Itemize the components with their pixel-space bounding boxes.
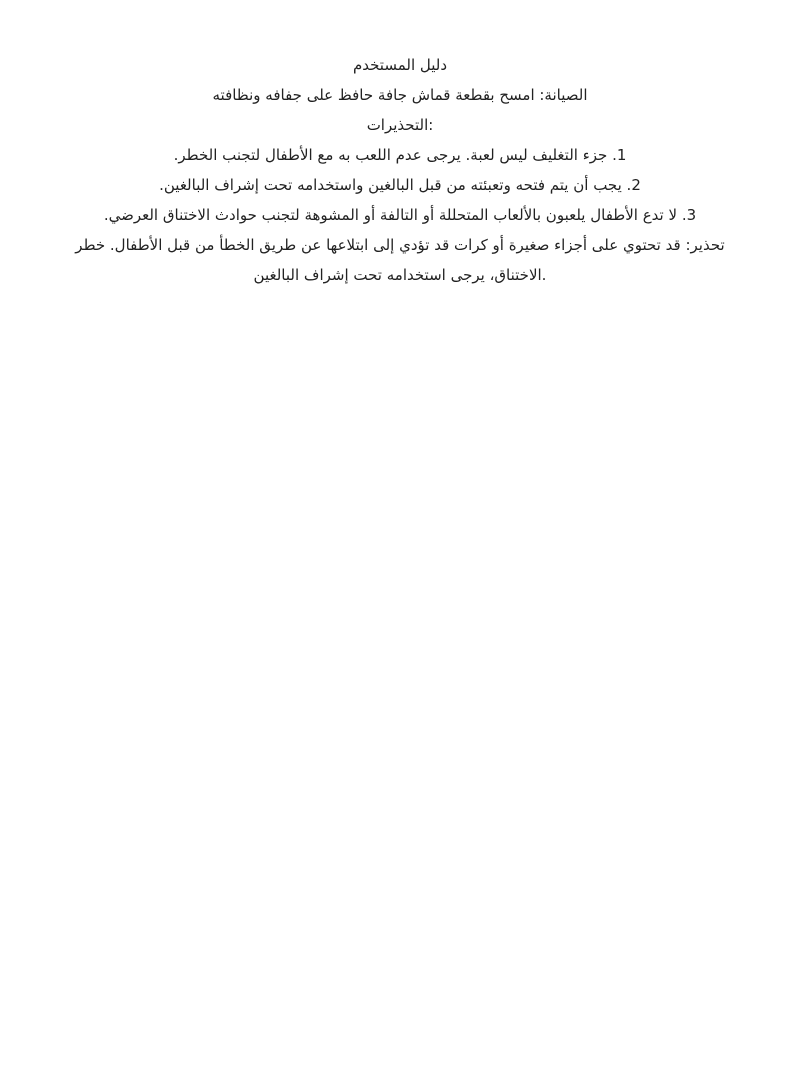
final-warning-line-1: تحذير: قد تحتوي على أجزاء صغيرة أو كرات قد تؤدي إلى ابتلاعها عن طريق الخطأ من قبل الأطفال. خطر (75, 236, 725, 254)
warning-item-3: 3. لا تدع الأطفال يلعبون بالألعاب المتحللة أو التالفة أو المشوهة لتجنب حوادث الاختناق العرضي. (103, 206, 697, 224)
document-title: دليل المستخدم (352, 56, 448, 74)
document-content (70, 50, 730, 290)
maintenance-line: الصيانة: امسح بقطعة قماش جافة حافظ على جفافه ونظافته (212, 86, 588, 104)
warning-item-2: 2. يجب أن يتم فتحه وتعبئته من قبل البالغين واستخدامه تحت إشراف البالغين. (159, 176, 641, 194)
warning-item-1: 1. جزء التغليف ليس لعبة. يرجى عدم اللعب به مع الأطفال لتجنب الخطر. (173, 146, 627, 164)
warnings-heading: :التحذيرات (366, 116, 434, 134)
final-warning-line-2: .الاختناق، يرجى استخدامه تحت إشراف البالغين (253, 266, 547, 284)
